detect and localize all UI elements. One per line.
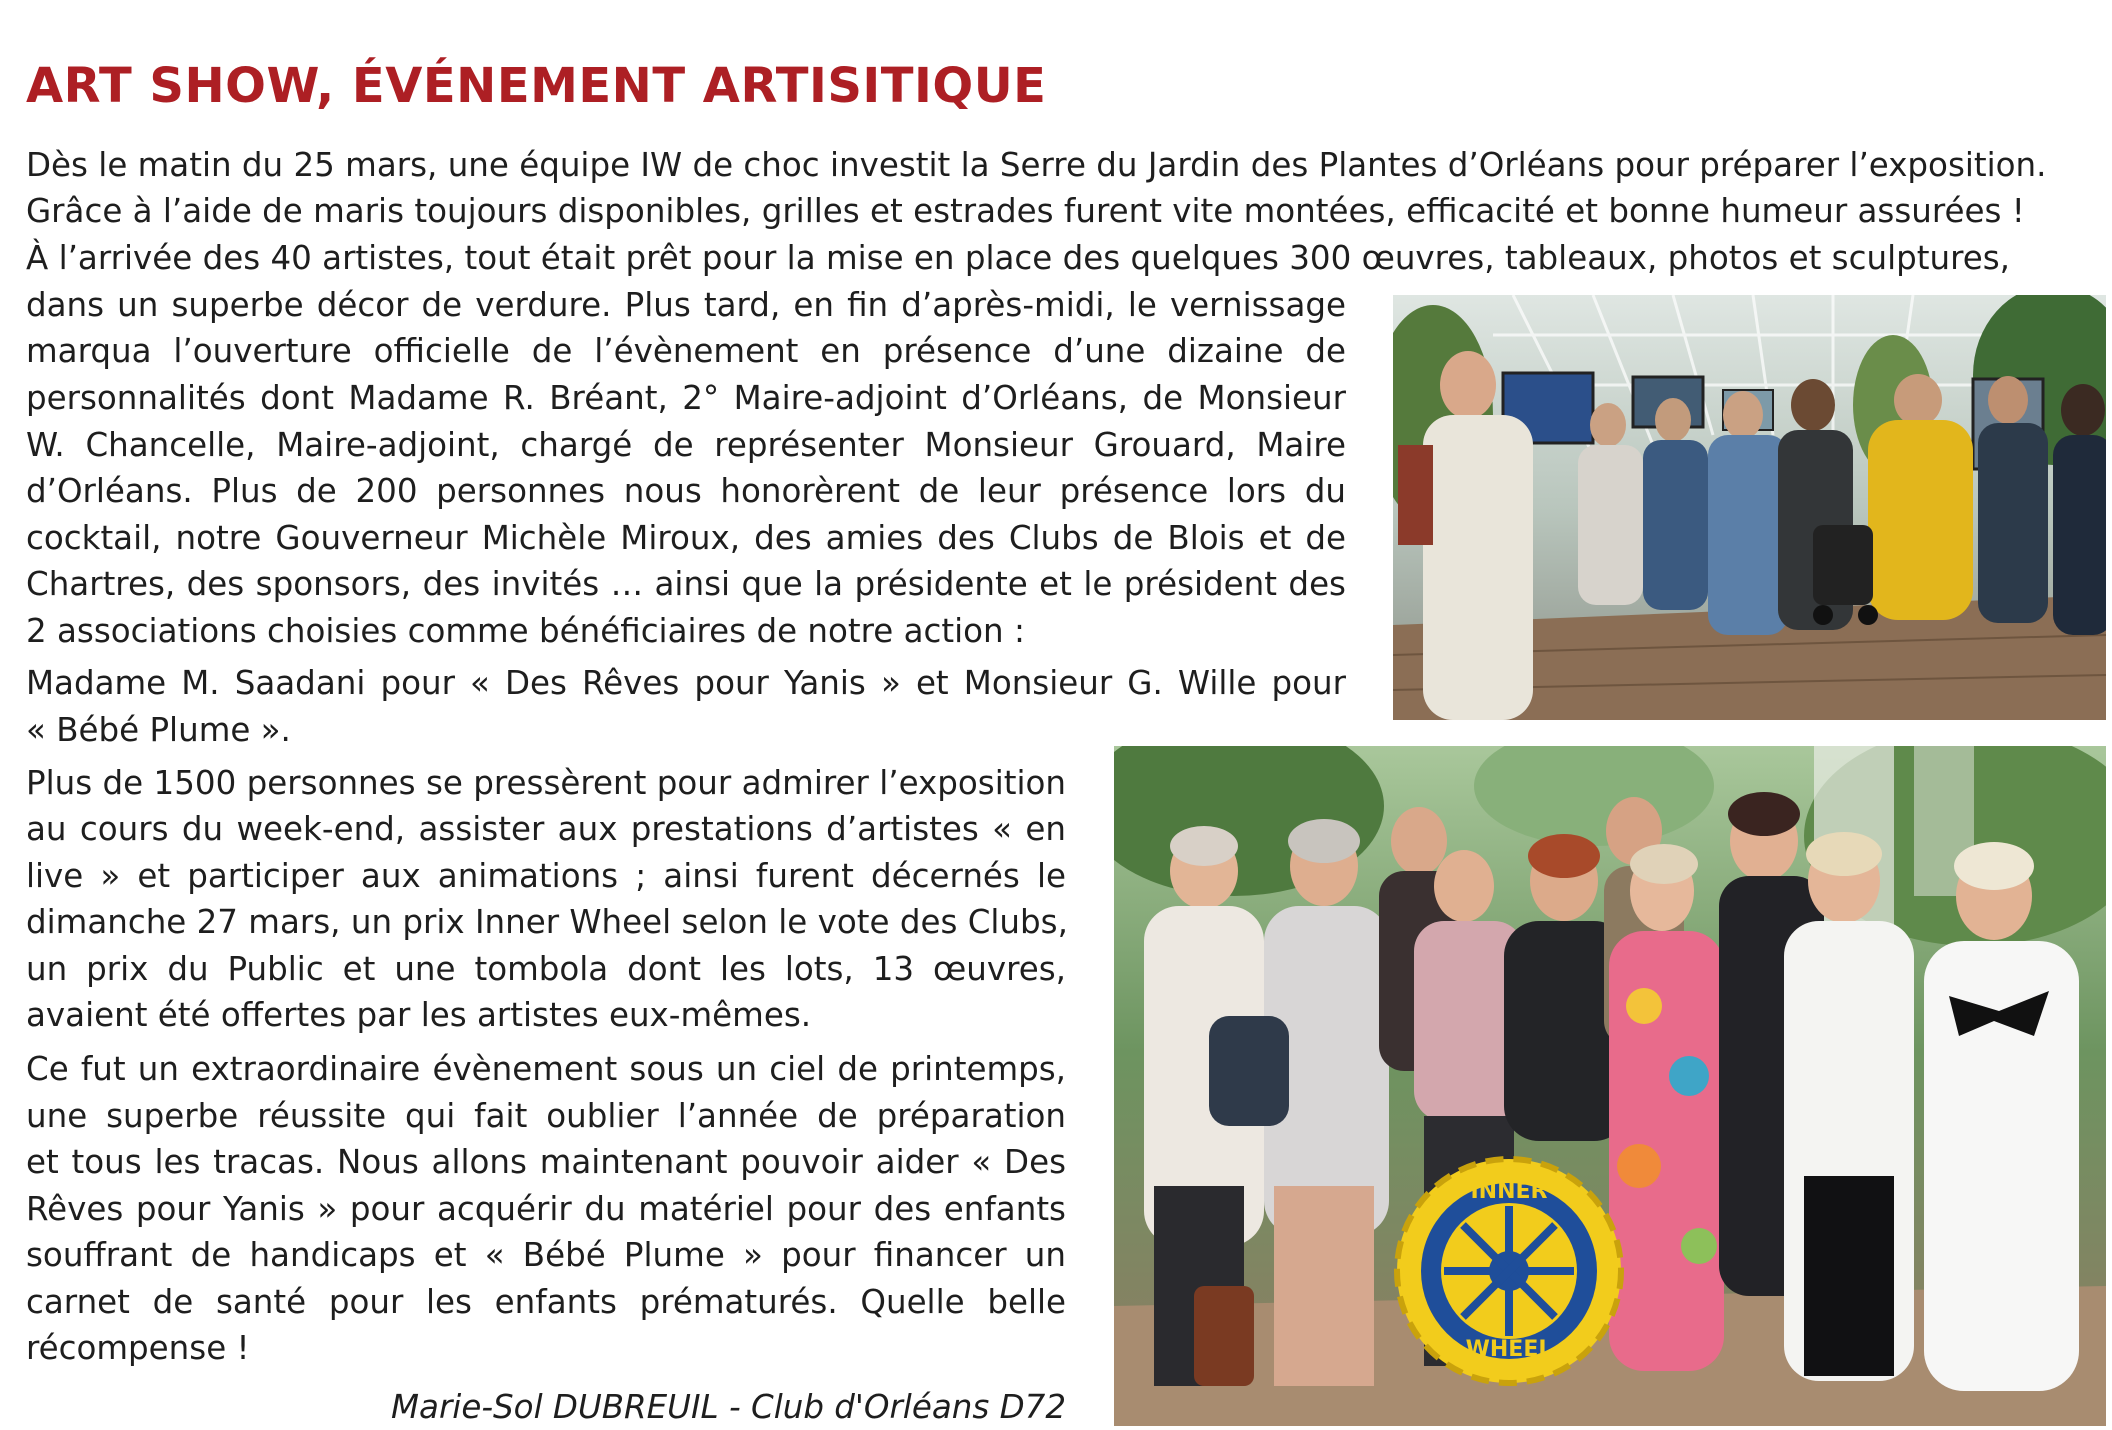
article-title: ART SHOW, ÉVÉNEMENT ARTISITIQUE [26, 58, 1047, 114]
emblem-text-top: INNER [1470, 1179, 1548, 1204]
paragraph-line: Grâce à l’aide de maris toujours disponibles, grilles et estrades furent vite montées, efficacité et bonne humeur assurées ! [26, 192, 2025, 230]
paragraph-line: avaient été offertes par les artistes eux-mêmes. [26, 996, 812, 1034]
article-signature: Marie-Sol DUBREUIL - Club d'Orléans D72 [390, 1388, 1066, 1426]
emblem-text-bottom: WHEEL [1465, 1337, 1553, 1362]
paragraph-line: une superbe réussite qui fait oublier l’année de préparation [26, 1097, 1066, 1135]
paragraph-line: et tous les tracas. Nous allons maintenant pouvoir aider « Des [26, 1143, 1066, 1181]
paragraph-line: W. Chancelle, Maire-adjoint, chargé de représenter Monsieur Grouard, Maire [26, 426, 1346, 464]
paragraph-line: live » et participer aux animations ; ainsi furent décernés le [26, 857, 1066, 895]
group-photo [1114, 746, 2106, 1426]
paragraph-line: Madame M. Saadani pour « Des Rêves pour Yanis » et Monsieur G. Wille pour [26, 664, 1346, 702]
paragraph-line: carnet de santé pour les enfants prématurés. Quelle belle [26, 1283, 1066, 1321]
paragraph-line: au cours du week-end, assister aux prestations d’artistes « en [26, 810, 1066, 848]
paragraph-line: Dès le matin du 25 mars, une équipe IW de choc investit la Serre du Jardin des Plantes d’Orléans pour préparer l’exposition. [26, 146, 2047, 184]
paragraph-line: marqua l’ouverture officielle de l’évènement en présence d’une dizaine de [26, 332, 1346, 370]
paragraph-line: Plus de 1500 personnes se pressèrent pour admirer l’exposition [26, 764, 1066, 802]
paragraph-line: À l’arrivée des 40 artistes, tout était prêt pour la mise en place des quelques 300 œuvres, tableaux, photos et sculptures, [26, 239, 2010, 277]
paragraph-line: « Bébé Plume ». [26, 711, 291, 749]
exhibition-photo-illustration [1393, 295, 2106, 720]
paragraph-line: Ce fut un extraordinaire évènement sous un ciel de printemps, [26, 1050, 1066, 1088]
paragraph-line: 2 associations choisies comme bénéficiaires de notre action : [26, 612, 1025, 650]
paragraph-line: d’Orléans. Plus de 200 personnes nous honorèrent de leur présence lors du [26, 472, 1346, 510]
paragraph-line: souffrant de handicaps et « Bébé Plume » pour financer un [26, 1236, 1066, 1274]
paragraph-line: Chartres, des sponsors, des invités … ainsi que la présidente et le président des [26, 565, 1346, 603]
paragraph-line: un prix du Public et une tombola dont les lots, 13 œuvres, [26, 950, 1066, 988]
paragraph-line: personnalités dont Madame R. Bréant, 2° Maire-adjoint d’Orléans, de Monsieur [26, 379, 1346, 417]
inner-wheel-emblem [1397, 1159, 1621, 1383]
paragraph-line: Rêves pour Yanis » pour acquérir du matériel pour des enfants [26, 1190, 1066, 1228]
paragraph-line: dimanche 27 mars, un prix Inner Wheel selon le vote des Clubs, [26, 903, 1068, 941]
group-photo-illustration [1114, 746, 2106, 1426]
paragraph-line: dans un superbe décor de verdure. Plus tard, en fin d’après-midi, le vernissage [26, 286, 1346, 324]
paragraph-line: cocktail, notre Gouverneur Michèle Miroux, des amies des Clubs de Blois et de [26, 519, 1346, 557]
exhibition-photo [1393, 295, 2106, 720]
paragraph-line: récompense ! [26, 1329, 250, 1367]
